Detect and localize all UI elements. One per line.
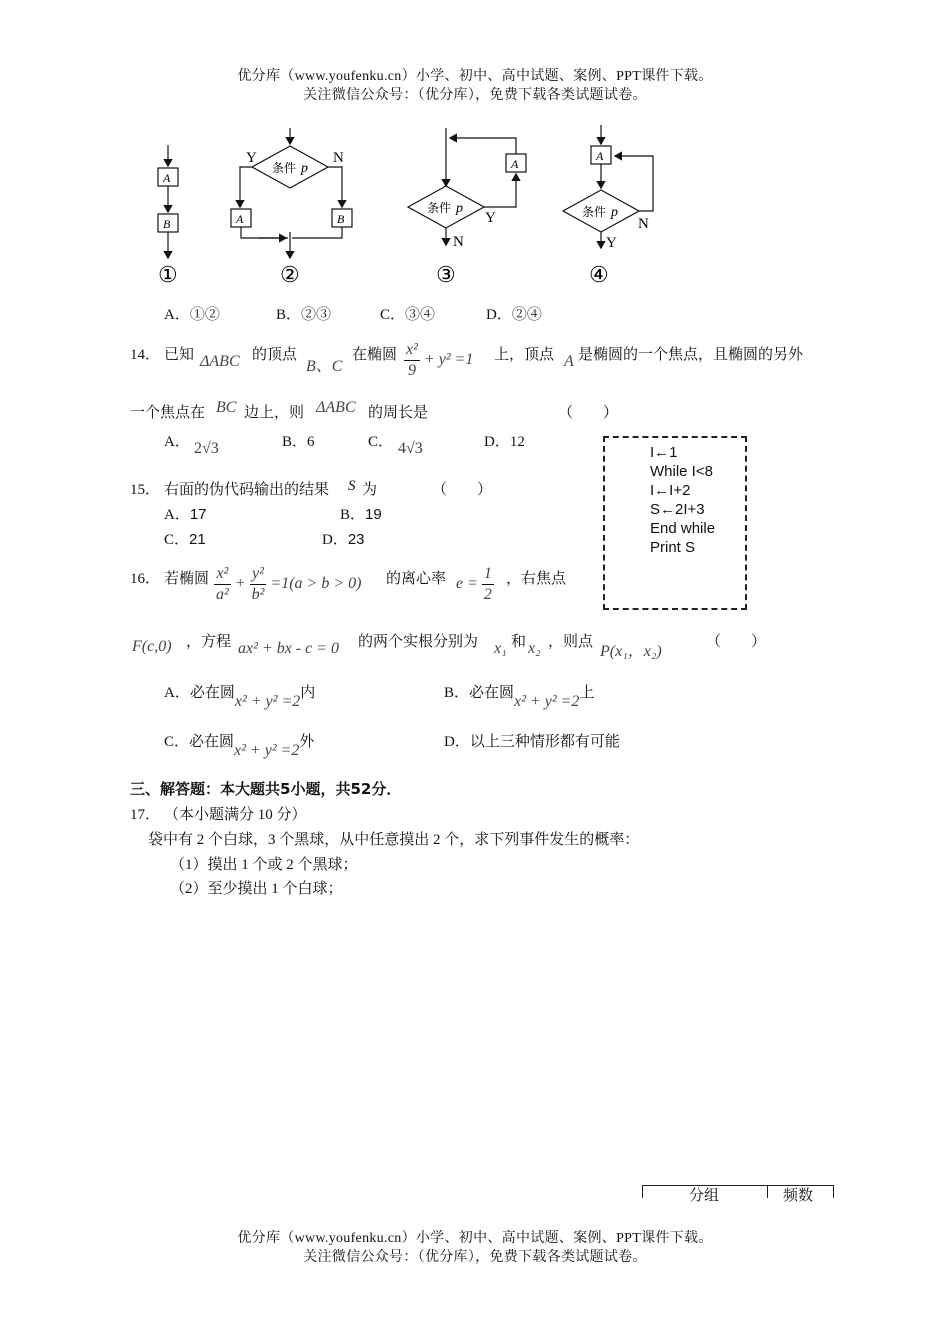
flowchart-3-no: N xyxy=(453,234,464,250)
code-line-4: S←2I+3 xyxy=(650,501,705,518)
q16-focus: F(c,0) xyxy=(132,638,172,655)
flowchart-4-condition: 条件 xyxy=(582,205,607,219)
flowchart-1-box-b: B xyxy=(163,217,171,231)
flowcharts-figure xyxy=(140,120,680,290)
equation-rest: + y² =1 xyxy=(423,351,474,369)
eccentricity-symbol: e = xyxy=(456,575,478,593)
option-letter: C． xyxy=(164,532,190,548)
code-line-3: I←I+2 xyxy=(650,482,691,499)
q16-option-d xyxy=(444,730,620,751)
code-line-2: While I<8 xyxy=(650,463,713,480)
option-text: ②④ xyxy=(511,307,542,323)
table-column-divider xyxy=(767,1186,768,1198)
flowchart-4-number: ④ xyxy=(589,262,609,287)
option-letter: D． xyxy=(486,307,512,323)
frac-denominator: 9 xyxy=(407,362,416,379)
flowchart-4-yes: Y xyxy=(606,235,617,251)
q16-point-p: P(x₁，x₂) xyxy=(600,643,662,660)
q16-text-4: ，方程 xyxy=(186,634,232,650)
option-text: 12 xyxy=(509,434,525,450)
q16-answer-paren: （ ） xyxy=(706,634,767,650)
q16-ellipse-equation xyxy=(214,564,361,605)
q14-text-1: 已知 xyxy=(164,347,195,363)
q13-option-a xyxy=(164,303,220,324)
option-text: 6 xyxy=(307,434,315,450)
q17-score: （本小题满分 10 分） xyxy=(164,807,307,823)
flowchart-4-no: N xyxy=(638,216,649,232)
option-text: ①② xyxy=(189,307,220,323)
q16-text-5: 的两个实根分别为 xyxy=(358,634,479,650)
option-equation: x² + y² =2 xyxy=(234,693,301,710)
flowchart-3-yes: Y xyxy=(485,210,496,226)
equation-condition: =1(a > b > 0) xyxy=(270,575,362,593)
table-header-group: 分组 xyxy=(689,1186,720,1204)
q16-number: 16． xyxy=(130,571,161,587)
option-text: 17 xyxy=(189,506,207,523)
q14-option-a-letter: A． xyxy=(164,434,190,450)
q15-option-c xyxy=(164,528,206,549)
q14-vertices: B、C xyxy=(306,358,343,375)
flowchart-4-box-a: A xyxy=(596,149,604,163)
q14-text-5: 是椭圆的一个焦点，且椭圆的另外 xyxy=(578,347,804,363)
pseudocode-box xyxy=(603,436,747,610)
q15-text: 右面的伪代码输出的结果 xyxy=(164,482,330,498)
frac-numerator: x² xyxy=(214,564,231,585)
option-letter: D． xyxy=(322,532,348,548)
q16-text-6: ，则点 xyxy=(548,634,594,650)
option-letter: D． xyxy=(484,434,510,450)
q14-text-4: 上，顶点 xyxy=(494,347,555,363)
q15-answer-paren: （ ） xyxy=(432,482,493,498)
flowchart-3-box-a: A xyxy=(511,157,519,171)
footer-line-1: 优分库（www.youfenku.cn）小学、初中、高中试题、案例、PPT课件下载。 xyxy=(237,1231,713,1246)
flowchart-3-condition: 条件 xyxy=(427,201,452,215)
option-text: 21 xyxy=(189,531,206,548)
option-text: ③④ xyxy=(405,307,436,323)
option-letter: C． xyxy=(164,734,190,750)
flowchart-2-no: N xyxy=(333,150,344,166)
q14-line2-a: 一个焦点在 xyxy=(130,405,206,421)
option-letter: B． xyxy=(276,307,302,323)
header-line-2: 关注微信公众号：（优分库），免费下载各类试题试卷。 xyxy=(303,88,647,103)
option-letter: A． xyxy=(164,307,190,323)
frac-numerator: y² xyxy=(250,564,267,585)
frac-denominator: a² xyxy=(216,586,229,603)
option-text: 19 xyxy=(365,506,382,523)
q14-triangle: ΔABC xyxy=(200,353,240,370)
option-letter: D． xyxy=(444,734,470,750)
q16-and: 和 xyxy=(511,634,527,650)
q14-number: 14． xyxy=(130,347,161,363)
section-3-title: 三、解答题：本大题共5小题，共52分． xyxy=(130,780,402,798)
q16-text-3: ，右焦点 xyxy=(506,571,567,587)
q14-vertex-a: A xyxy=(564,353,574,370)
option-text: 以上三种情形都有可能 xyxy=(469,734,620,750)
frequency-table-stub xyxy=(642,1185,834,1204)
code-line-1: I←1 xyxy=(650,444,678,461)
flowchart-2 xyxy=(231,128,352,258)
q13-option-c xyxy=(380,303,435,324)
option-suffix: 上 xyxy=(579,685,595,701)
option-letter: B． xyxy=(444,685,470,701)
q14-option-a-text: 2√3 xyxy=(194,440,219,457)
option-text: ②③ xyxy=(301,307,332,323)
q15-text-2: 为 xyxy=(362,482,378,498)
option-suffix: 外 xyxy=(299,734,315,750)
q14-text-3: 在椭圆 xyxy=(352,347,398,363)
code-line-5: End while xyxy=(650,520,716,537)
flowchart-2-condition: 条件 xyxy=(272,161,297,175)
q14-ellipse-equation xyxy=(404,340,473,381)
q14-option-c-letter: C． xyxy=(368,434,394,450)
flowchart-2-yes: Y xyxy=(246,150,257,166)
flowchart-4-condition-var: p xyxy=(611,205,618,220)
option-letter: B． xyxy=(282,434,308,450)
table-header-frequency: 频数 xyxy=(783,1186,814,1204)
frac-numerator: x² xyxy=(404,340,420,361)
q14-bc: BC xyxy=(216,399,237,416)
q15-number: 15． xyxy=(130,482,161,498)
flowchart-2-condition-var: p xyxy=(301,161,308,176)
q13-option-b xyxy=(276,303,331,324)
frac-numerator: 1 xyxy=(482,564,494,585)
flowchart-2-number: ② xyxy=(280,262,300,287)
q16-text-1: 若椭圆 xyxy=(164,571,210,587)
flowchart-1-box-a: A xyxy=(163,171,171,185)
q16-quadratic: ax² + bx - c = 0 xyxy=(238,640,340,657)
flowchart-3-number: ③ xyxy=(436,262,456,287)
option-letter: A． xyxy=(164,685,190,701)
header-line-1: 优分库（www.youfenku.cn）小学、初中、高中试题、案例、PPT课件下载。 xyxy=(237,69,713,84)
flowchart-3 xyxy=(408,128,526,245)
flowchart-1 xyxy=(158,145,178,258)
q16-x2: x₂ xyxy=(528,640,541,657)
option-text: 必在圆 xyxy=(189,734,235,750)
frac-denominator: b² xyxy=(251,586,265,603)
q14-option-c-text: 4√3 xyxy=(398,440,423,457)
q13-option-d xyxy=(486,303,542,324)
q17-number: 17． xyxy=(130,807,161,823)
q15-option-b xyxy=(340,503,382,524)
option-text: 23 xyxy=(347,531,365,548)
q16-eccentricity xyxy=(456,564,494,605)
code-line-6: Print S xyxy=(650,539,696,556)
q15-option-d xyxy=(322,528,365,549)
q15-option-a xyxy=(164,503,207,524)
q14-line2-c: 的周长是 xyxy=(368,405,429,421)
q15-var: S xyxy=(348,478,356,494)
option-text: 必在圆 xyxy=(189,685,235,701)
option-text: 必在圆 xyxy=(469,685,515,701)
q17-part-2: （2）至少摸出 1 个白球； xyxy=(170,881,343,897)
option-letter: B． xyxy=(340,507,366,523)
flowchart-1-number: ① xyxy=(158,262,178,287)
flowchart-2-box-b: B xyxy=(337,212,345,226)
flowchart-2-box-a: A xyxy=(236,212,244,226)
option-letter: A． xyxy=(164,507,190,523)
q16-option-c xyxy=(164,730,315,759)
q14-text-2: 的顶点 xyxy=(252,347,298,363)
q16-text-2: 的离心率 xyxy=(386,571,447,587)
q16-option-a xyxy=(164,681,316,710)
footer-line-2: 关注微信公众号：（优分库），免费下载各类试题试卷。 xyxy=(303,1250,647,1265)
option-equation: x² + y² =2 xyxy=(514,693,580,710)
q14-answer-paren: （ ） xyxy=(558,405,619,421)
q16-option-b xyxy=(444,681,595,710)
plus-sign: + xyxy=(234,575,246,593)
option-equation: x² + y² =2 xyxy=(234,742,300,759)
q14-option-d xyxy=(484,430,525,451)
option-letter: C． xyxy=(380,307,406,323)
frac-denominator: 2 xyxy=(483,586,492,603)
q14-triangle-2: ΔABC xyxy=(316,399,356,416)
q17-part-1: （1）摸出 1 个或 2 个黑球； xyxy=(170,857,358,873)
q16-x1: x₁ xyxy=(494,640,507,657)
q17-stem: 袋中有 2 个白球，3 个黑球，从中任意摸出 2 个，求下列事件发生的概率： xyxy=(148,832,640,848)
option-suffix: 内 xyxy=(300,685,316,701)
q14-line2-b: 边上，则 xyxy=(244,405,305,421)
flowchart-3-condition-var: p xyxy=(456,201,463,216)
q14-option-b xyxy=(282,430,315,451)
